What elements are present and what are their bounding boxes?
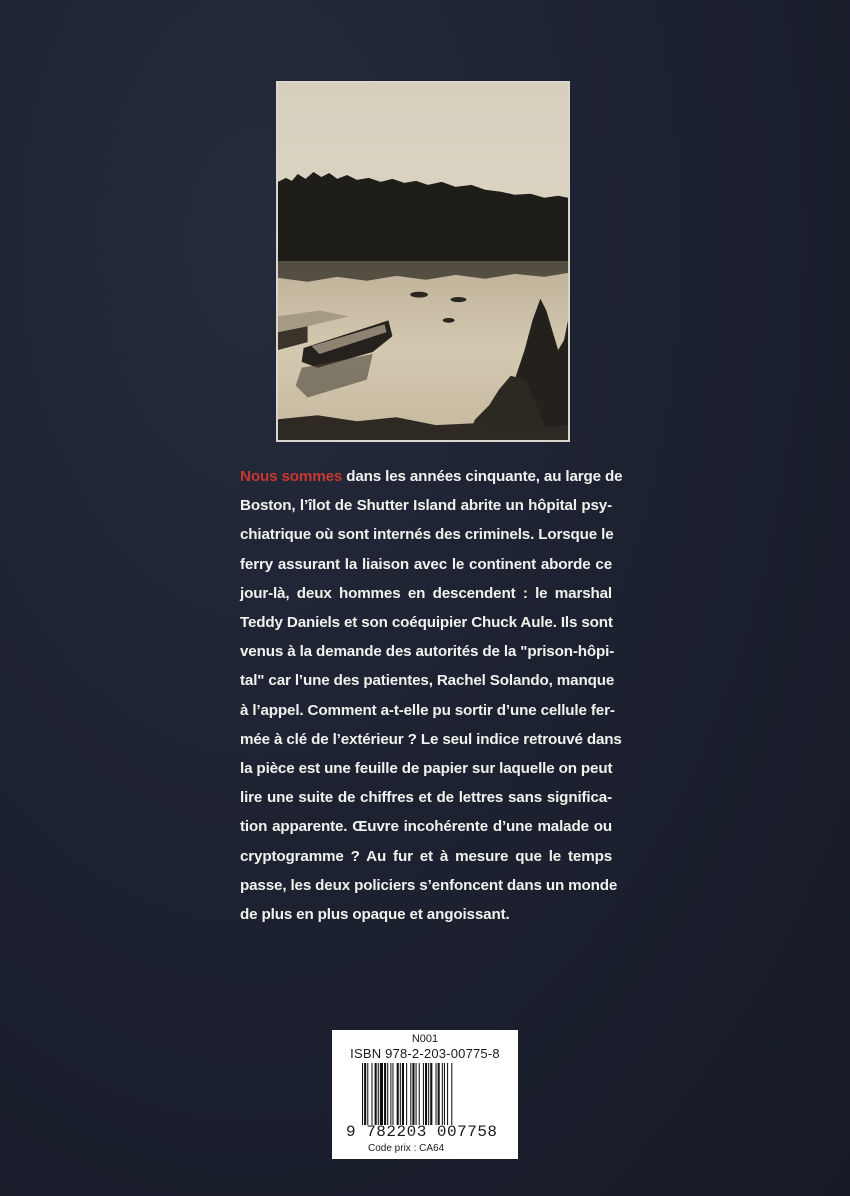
blurb-line: Boston, l’îlot de Shutter Island abrite un hôpital psy- <box>240 497 612 515</box>
barcode-bar <box>444 1063 445 1125</box>
barcode-bar <box>390 1063 391 1125</box>
blurb-line: venus à la demande des autorités de la "prison-hôpi- <box>240 643 615 661</box>
price-code: Code prix : CA64 <box>368 1143 445 1154</box>
barcode-bar <box>412 1063 414 1125</box>
barcode-bar <box>378 1063 379 1125</box>
blurb-line: Teddy Daniels et son coéquipier Chuck Aule. Ils sont <box>240 614 613 632</box>
isbn-text: ISBN 978-2-203-00775-8 <box>350 1046 500 1061</box>
barcode-bar <box>364 1063 366 1125</box>
barcode-bars <box>362 1063 500 1125</box>
blurb-text <box>240 462 623 929</box>
barcode-bar <box>416 1063 417 1125</box>
barcode-bar <box>406 1063 407 1125</box>
barcode-bar <box>397 1063 399 1125</box>
barcode-bar <box>451 1063 452 1125</box>
illustration-image <box>278 83 568 440</box>
blurb-line: jour-là, deux hommes en descendent : le marshal <box>240 584 612 602</box>
barcode-bar <box>371 1063 372 1125</box>
barcode-bar <box>438 1063 440 1125</box>
barcode-bar <box>380 1063 383 1125</box>
blurb-lead: Nous sommes <box>240 468 343 485</box>
blurb-line: chiatrique où sont internés des criminels. Lorsque le <box>240 526 614 544</box>
barcode-bar <box>410 1063 411 1125</box>
isbn-barcode-label <box>332 1030 518 1159</box>
barcode-bar <box>419 1063 420 1125</box>
barcode-bar <box>402 1063 404 1125</box>
blurb-line: cryptogramme ? Au fur et à mesure que le temps <box>240 847 612 865</box>
barcode-bar <box>447 1063 448 1125</box>
blurb-line: à l’appel. Comment a-t-elle pu sortir d’une cellule fer- <box>240 701 615 719</box>
blurb-line: la pièce est une feuille de papier sur laquelle on peut <box>240 760 613 778</box>
barcode-bar <box>428 1063 429 1125</box>
barcode-bar <box>442 1063 443 1125</box>
barcode-bar <box>362 1063 363 1125</box>
blurb-line: passe, les deux policiers s’enfoncent dans un monde <box>240 876 618 894</box>
barcode-bar <box>436 1063 437 1125</box>
blurb-line: mée à clé de l’extérieur ? Le seul indice retrouvé dans <box>240 730 622 748</box>
barcode-bar <box>392 1063 393 1125</box>
lake-rowboat-illustration <box>276 81 570 442</box>
blurb-line: ferry assurant la liaison avec le continent aborde ce <box>240 555 612 573</box>
barcode-bar <box>375 1063 377 1125</box>
barcode-bar <box>400 1063 401 1125</box>
barcode-bar <box>367 1063 368 1125</box>
barcode-code: N001 <box>411 1033 439 1045</box>
barcode-bar <box>384 1063 386 1125</box>
blurb-line: lire une suite de chiffres et de lettres sans significa- <box>240 789 612 807</box>
barcode-bar <box>387 1063 388 1125</box>
barcode-bar <box>430 1063 432 1125</box>
blurb-line: tion apparente. Œuvre incohérente d’une malade ou <box>240 818 612 836</box>
blurb-line: Nous sommes dans les années cinquante, au large de <box>240 468 623 485</box>
blurb-line: de plus en plus opaque et angoissant. <box>240 906 510 924</box>
blurb-line: tal" car l’une des patientes, Rachel Solando, manque <box>240 672 615 690</box>
barcode-bar <box>423 1063 424 1125</box>
barcode-bar <box>425 1063 427 1125</box>
barcode-digits: 9 782203 007758 <box>346 1123 498 1141</box>
